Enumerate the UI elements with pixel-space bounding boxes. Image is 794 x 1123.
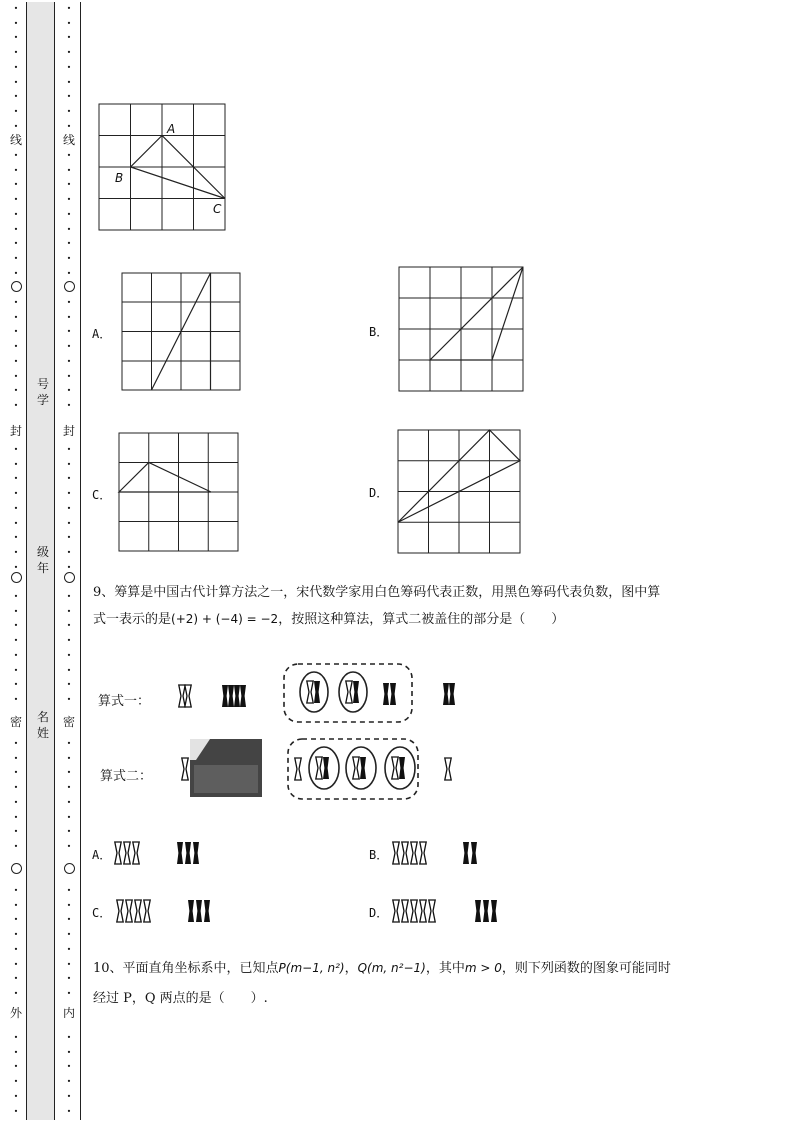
q9-formula: (+2) + (−4) = −2 [171, 612, 279, 626]
q9-line1: 9、筹算是中国古代计算方法之一，宋代数学家用白色筹码代表正数，用黑色筹码代表负数，图中算 [93, 585, 661, 600]
binding-dot: · [66, 883, 72, 897]
binding-dot: · [13, 177, 19, 192]
black-rod [471, 842, 477, 864]
white-rod [346, 681, 352, 703]
binding-dot: · [66, 1030, 72, 1044]
binding-dot: · [66, 589, 72, 603]
counting-rods [115, 681, 497, 922]
option-c-figure [119, 433, 238, 551]
binding-dot: · [66, 941, 72, 956]
field-student-id: 号学 [36, 377, 49, 407]
binding-dot: · [13, 442, 19, 456]
binding-dot: · [66, 691, 72, 706]
binding-dot: · [66, 1059, 72, 1074]
binding-dot: · [13, 530, 19, 545]
white-rod [179, 685, 185, 707]
binding-dot: · [13, 971, 19, 986]
binding-dot: · [13, 589, 19, 603]
binding-dot: · [66, 1074, 72, 1089]
binding-dot: · [13, 265, 19, 280]
binding-dot: · [13, 794, 19, 809]
white-rod [182, 758, 188, 780]
black-rod [483, 900, 489, 922]
binding-dot: · [66, 544, 72, 559]
binding-dot: · [13, 89, 19, 104]
binding-dot: · [66, 118, 72, 133]
binding-dot: · [66, 442, 72, 456]
binding-dot: · [66, 662, 72, 677]
binding-dot: · [66, 148, 72, 162]
white-rod [393, 900, 399, 922]
label-a: A [167, 122, 176, 136]
white-rod [144, 900, 150, 922]
black-rod [196, 900, 202, 922]
binding-dot: · [66, 59, 72, 74]
binding-dot: · [66, 162, 72, 177]
q8-option-a-label: A． [92, 327, 112, 341]
binding-dot: · [66, 15, 72, 30]
expr1-label: 算式一： [98, 694, 151, 709]
binding-dot: · [13, 838, 19, 853]
binding-dot: · [13, 1088, 19, 1103]
white-rod [185, 685, 191, 707]
q9-option-a-label: A． [92, 848, 112, 862]
expr2-ellipse [385, 747, 415, 789]
white-rod [420, 900, 426, 922]
binding-dot: · [13, 15, 19, 30]
label-c: C [213, 202, 222, 216]
q9-option-c-label: C． [92, 906, 112, 920]
binding-dot: · [66, 971, 72, 986]
white-rod [353, 757, 359, 779]
q8-option-d-label: D． [369, 486, 389, 500]
option-b-figure [399, 267, 523, 391]
black-rod [399, 757, 405, 779]
binding-dot: · [13, 941, 19, 956]
expr2-label: 算式二： [100, 769, 153, 784]
white-rod [411, 900, 417, 922]
binding-dot: · [13, 162, 19, 177]
binding-dot: · [13, 662, 19, 677]
binding-dot: · [66, 206, 72, 221]
binding-dot: · [66, 368, 72, 383]
black-rod [463, 842, 469, 864]
expr1-ellipse [300, 672, 328, 712]
field-class: 级年 [36, 545, 49, 575]
binding-dot: · [13, 633, 19, 648]
binding-dot: · [13, 236, 19, 251]
white-rod [393, 842, 399, 864]
q9-option-d-label: D． [369, 906, 389, 920]
white-rod [115, 842, 121, 864]
inner-mark-seal: 封 [62, 424, 75, 438]
q9-option-b-label: B． [369, 848, 389, 862]
black-rod [491, 900, 497, 922]
outer-mark-line: 线 [9, 133, 22, 147]
binding-dot: · [13, 192, 19, 207]
binding-dot: · [13, 677, 19, 692]
binding-dot: · [13, 1103, 19, 1118]
inner-mark-inside: 内 [62, 1006, 75, 1020]
binding-dot: · [66, 794, 72, 809]
white-rod [316, 757, 322, 779]
black-rod [383, 683, 389, 705]
black-rod [234, 685, 240, 707]
binding-dot: · [66, 177, 72, 192]
binding-dot: · [13, 353, 19, 368]
outer-mark-secret: 密 [9, 715, 22, 729]
binding-dot: · [66, 1088, 72, 1103]
binding-dot: · [13, 206, 19, 221]
binding-dot: · [13, 383, 19, 398]
binding-dot: · [66, 221, 72, 236]
binding-dot: · [13, 824, 19, 839]
black-rod [188, 900, 194, 922]
binding-dot: · [66, 927, 72, 942]
binding-dot: · [13, 103, 19, 118]
binding-dot: · [66, 956, 72, 971]
binding-dot: · [13, 471, 19, 486]
black-rod [185, 842, 191, 864]
white-rod [117, 900, 123, 922]
binding-dot: · [66, 45, 72, 60]
white-rod [135, 900, 141, 922]
q9-line2: 式一表示的是(+2) + (−4) = −2，按照这种算法，算式二被盖住的部分是（ ） [93, 612, 565, 627]
binding-dot: · [66, 383, 72, 398]
binding-dot: · [13, 1074, 19, 1089]
binding-dot: · [13, 221, 19, 236]
binding-dot: · [66, 353, 72, 368]
binding-dot: · [66, 838, 72, 853]
inner-mark-line: 线 [62, 133, 75, 147]
binding-dot: · [13, 927, 19, 942]
binding-dot: · [66, 750, 72, 765]
option-a-figure [122, 273, 240, 390]
binding-dot: · [66, 456, 72, 471]
black-rod [475, 900, 481, 922]
binding-dot: · [66, 603, 72, 618]
black-rod [449, 683, 455, 705]
black-rod [240, 685, 246, 707]
binding-dot: · [13, 1059, 19, 1074]
white-rod [429, 900, 435, 922]
binding-dot: · [66, 633, 72, 648]
binding-dot: · [13, 883, 19, 897]
q10-line1: 10、平面直角坐标系中，已知点P(m−1, n²)，Q(m, n²−1)，其中m > 0，则下列函数的图象可能同时 [93, 961, 671, 976]
binding-dot: · [66, 1, 72, 15]
binding-dot: · [66, 486, 72, 501]
binding-dot: · [66, 1044, 72, 1059]
top-grid-figure [99, 104, 225, 230]
binding-dot: · [13, 897, 19, 912]
binding-dot: · [13, 809, 19, 824]
binding-dot: · [66, 192, 72, 207]
binding-dot: · [66, 265, 72, 280]
binding-dot: · [13, 500, 19, 515]
label-b: B [115, 171, 124, 185]
binding-dot: · [13, 74, 19, 89]
field-name: 名姓 [36, 710, 49, 740]
outer-mark-seal: 封 [9, 424, 22, 438]
black-rod [177, 842, 183, 864]
black-rod [353, 681, 359, 703]
black-rod [360, 757, 366, 779]
binding-dot: · [13, 324, 19, 339]
white-rod [402, 842, 408, 864]
binding-dot: · [66, 515, 72, 530]
binding-dot: · [13, 339, 19, 354]
binding-dot: · [66, 897, 72, 912]
option-d-figure [398, 430, 520, 553]
binding-dot: · [66, 295, 72, 309]
binding-dot: · [13, 1030, 19, 1044]
binding-dot: · [66, 74, 72, 89]
binding-dot: · [66, 471, 72, 486]
binding-dot: · [66, 765, 72, 780]
black-rod [314, 681, 320, 703]
binding-dot: · [66, 912, 72, 927]
binding-dot: · [66, 559, 72, 574]
binding-dot: · [13, 456, 19, 471]
binding-dot: · [13, 515, 19, 530]
binding-dot: · [13, 647, 19, 662]
binding-dot: · [66, 309, 72, 324]
white-rod [307, 681, 313, 703]
q8-option-c-label: C． [92, 488, 112, 502]
binding-dot: · [66, 985, 72, 1000]
binding-dot: · [13, 956, 19, 971]
expr1-ellipse [339, 672, 367, 712]
binding-dot: · [66, 500, 72, 515]
binding-dot: · [13, 309, 19, 324]
inner-mark-secret: 密 [62, 715, 75, 729]
binding-dot: · [13, 148, 19, 162]
black-rod [390, 683, 396, 705]
binding-dot: · [13, 368, 19, 383]
binding-dot: · [13, 1, 19, 15]
binding-dot: · [13, 765, 19, 780]
black-rod [193, 842, 199, 864]
binding-dot: · [66, 397, 72, 412]
black-rod [228, 685, 234, 707]
binding-dot: · [66, 677, 72, 692]
white-rod [133, 842, 139, 864]
white-rod [420, 842, 426, 864]
binding-dot: · [13, 45, 19, 60]
binding-dot: · [66, 324, 72, 339]
expr2-ellipse [309, 747, 339, 789]
binding-dot: · [13, 30, 19, 45]
black-rod [204, 900, 210, 922]
binding-dot: · [13, 736, 19, 750]
binding-dot: · [13, 559, 19, 574]
binding-dot: · [66, 89, 72, 104]
outer-mark-outside: 外 [9, 1006, 22, 1020]
white-rod [126, 900, 132, 922]
binding-dot: · [13, 397, 19, 412]
white-rod [402, 900, 408, 922]
binding-dot: · [66, 618, 72, 633]
binding-dot: · [13, 250, 19, 265]
q8-option-b-label: B． [369, 325, 389, 339]
binding-dot: · [66, 236, 72, 251]
binding-dot: · [66, 103, 72, 118]
binding-dot: · [66, 780, 72, 795]
binding-dot: · [66, 339, 72, 354]
binding-dot: · [66, 809, 72, 824]
binding-dot: · [66, 647, 72, 662]
black-rod [222, 685, 228, 707]
black-rod [323, 757, 329, 779]
white-rod [124, 842, 130, 864]
expr2-ellipse [346, 747, 376, 789]
q10-line2: 经过 P，Q 两点的是（ ）. [93, 991, 268, 1006]
white-rod [411, 842, 417, 864]
binding-dot: · [66, 530, 72, 545]
binding-dot: · [66, 824, 72, 839]
white-rod [295, 758, 301, 780]
white-rod [445, 758, 451, 780]
binding-dot: · [13, 603, 19, 618]
binding-dot: · [66, 1103, 72, 1118]
binding-dot: · [13, 1044, 19, 1059]
white-rod [392, 757, 398, 779]
binding-dot: · [13, 544, 19, 559]
binding-dot: · [66, 30, 72, 45]
binding-dot: · [13, 295, 19, 309]
binding-dot: · [66, 736, 72, 750]
black-rod [443, 683, 449, 705]
binding-dot: · [13, 118, 19, 133]
binding-dot: · [13, 59, 19, 74]
binding-dot: · [13, 985, 19, 1000]
binding-dot: · [13, 750, 19, 765]
binding-dot: · [13, 912, 19, 927]
binding-dot: · [13, 780, 19, 795]
binding-dot: · [13, 691, 19, 706]
binding-dot: · [66, 250, 72, 265]
binding-dot: · [13, 618, 19, 633]
expr2-dashed-box [288, 739, 418, 799]
binding-dot: · [13, 486, 19, 501]
